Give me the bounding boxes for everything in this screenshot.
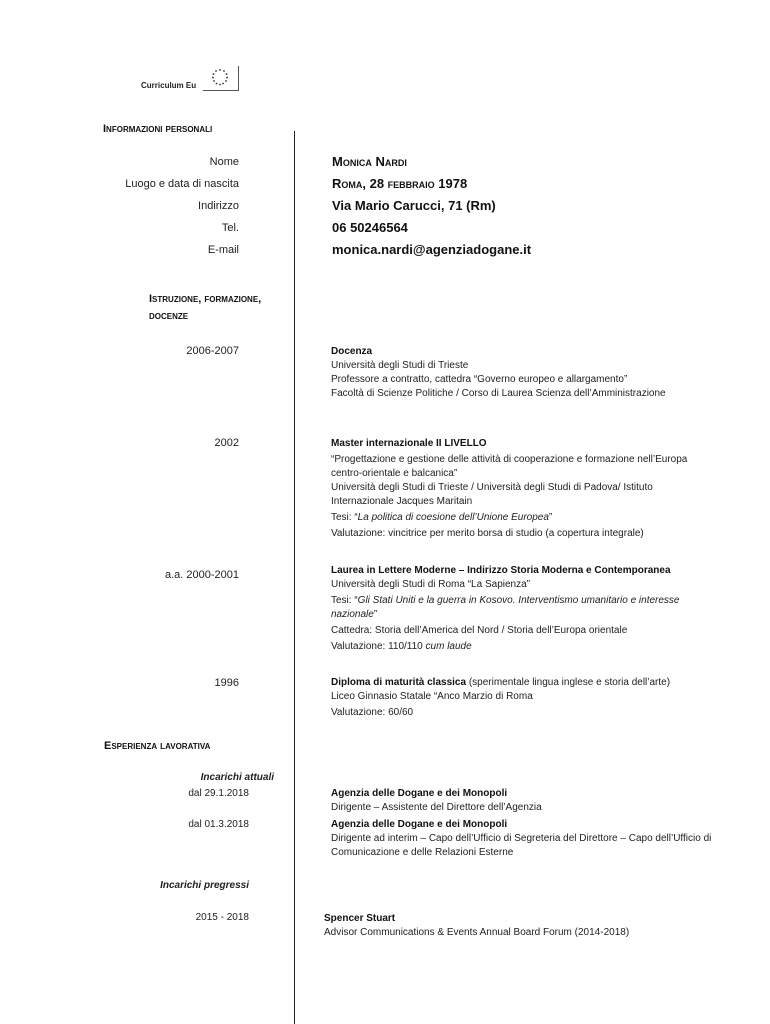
entry-line: Università degli Studi di Roma “La Sapienza” [331, 579, 530, 590]
entry-title: Laurea in Lettere Moderne – Indirizzo Storia Moderna e Contemporanea [331, 565, 671, 576]
tesi-title: La politica di coesione dell’Unione Europea [357, 512, 549, 523]
entry-line: Dirigente – Assistente del Direttore dell’Agenzia [331, 802, 542, 813]
entry-line: centro-orientale e balcanica” [331, 468, 458, 479]
valutazione-prefix: Valutazione [331, 707, 383, 718]
logo-text: Curriculum Eu [141, 81, 197, 90]
valutazione-value: : 60/60 [382, 707, 414, 718]
entry-line: Advisor Communications & Events Annual Board Forum (2014-2018) [324, 927, 630, 938]
entry-valutazione [331, 640, 751, 654]
section-heading-experience: Esperienza lavorativa [104, 740, 211, 752]
entry-date: 2002 [214, 437, 239, 449]
education-entry-docenza [331, 345, 751, 401]
entry-title-row [331, 676, 751, 690]
entry-valutazione: Valutazione: vincitrice per merito borsa di studio (a copertura integrale) [331, 528, 644, 539]
education-entry-diploma [331, 676, 751, 720]
entry-tesi-cont [331, 608, 751, 622]
tesi-suffix: ” [548, 512, 553, 523]
entry-date: dal 01.3.2018 [188, 819, 249, 830]
education-entry-laurea [331, 564, 751, 654]
entry-date: a.a. 2000-2001 [164, 569, 239, 581]
education-entry-master [331, 437, 751, 541]
entry-date: dal 29.1.2018 [188, 788, 249, 799]
experience-entry-current-1 [331, 787, 751, 815]
value-indirizzo: Via Mario Carucci, 71 (Rm) [332, 198, 496, 213]
experience-entry-current-2 [331, 818, 751, 860]
label-nome: Nome [209, 156, 239, 168]
label-nascita: Luogo e data di nascita [125, 178, 239, 190]
tesi-prefix: Tesi: “ [331, 595, 358, 606]
label-email: E-mail [207, 244, 239, 256]
entry-line: Internazionale Jacques Maritain [331, 496, 473, 507]
entry-date: 1996 [214, 677, 239, 689]
experience-entry-past-1 [324, 912, 744, 940]
entry-date: 2006-2007 [186, 345, 239, 357]
entry-tesi [331, 594, 751, 608]
entry-date: 2015 - 2018 [195, 912, 249, 923]
label-tel: Tel. [221, 222, 239, 234]
entry-line: Dirigente ad interim – Capo dell’Ufficio di Segreteria del Direttore – Capo dell’Ufficio di [331, 833, 712, 844]
section-heading-education-2: docenze [149, 310, 189, 322]
tesi-suffix: ” [373, 609, 378, 620]
entry-cattedra: Cattedra: Storia dell’America del Nord / Storia dell’Europa orientale [331, 625, 628, 636]
eu-logo [203, 66, 239, 91]
entry-title-rest: (sperimentale lingua inglese e storia dell’arte) [466, 677, 671, 688]
entry-line: Università degli Studi di Trieste [331, 360, 469, 371]
valutazione-honor: cum laude [425, 641, 472, 652]
eu-stars-icon [203, 66, 237, 88]
entry-title: Agenzia delle Dogane e dei Monopoli [331, 788, 508, 799]
entry-valutazione [331, 706, 751, 720]
entry-line: Comunicazione e delle Relazioni Esterne [331, 847, 514, 858]
section-heading-education: Istruzione, formazione, [149, 293, 262, 305]
label-indirizzo: Indirizzo [198, 200, 239, 212]
tesi-title-cont: nazionale [331, 609, 374, 620]
entry-line: “Progettazione e gestione delle attività di cooperazione e formazione nell’Europa [331, 454, 688, 465]
tesi-title: Gli Stati Uniti e la guerra in Kosovo. Interventismo umanitario e interesse [357, 595, 680, 606]
entry-title: Spencer Stuart [324, 913, 396, 924]
subheading-current: Incarichi attuali [200, 772, 274, 783]
entry-title: Master internazionale II LIVELLO [331, 438, 487, 449]
entry-line: Università degli Studi di Trieste / Università degli Studi di Padova/ Istituto [331, 482, 653, 493]
value-tel: 06 50246564 [332, 220, 408, 235]
entry-line: Liceo Ginnasio Statale “Anco Marzio di Roma [331, 691, 533, 702]
tesi-prefix: Tesi: “ [331, 512, 358, 523]
value-nascita: Roma, 28 febbraio 1978 [332, 176, 468, 191]
column-divider [294, 131, 295, 1024]
entry-title: Agenzia delle Dogane e dei Monopoli [331, 819, 508, 830]
value-email[interactable]: monica.nardi@agenziadogane.it [332, 242, 532, 257]
subheading-past: Incarichi pregressi [160, 880, 249, 891]
section-heading-personal: Informazioni personali [103, 123, 213, 135]
entry-title: Docenza [331, 346, 373, 357]
entry-title: Diploma di maturità classica [331, 677, 467, 688]
entry-line: Facoltà di Scienze Politiche / Corso di Laurea Scienza dell’Amministrazione [331, 388, 666, 399]
entry-line: Professore a contratto, cattedra “Governo europeo e allargamento” [331, 374, 628, 385]
value-nome: Monica Nardi [332, 154, 407, 169]
valutazione-prefix: Valutazione: 110/110 [331, 641, 426, 652]
entry-tesi [331, 511, 751, 525]
